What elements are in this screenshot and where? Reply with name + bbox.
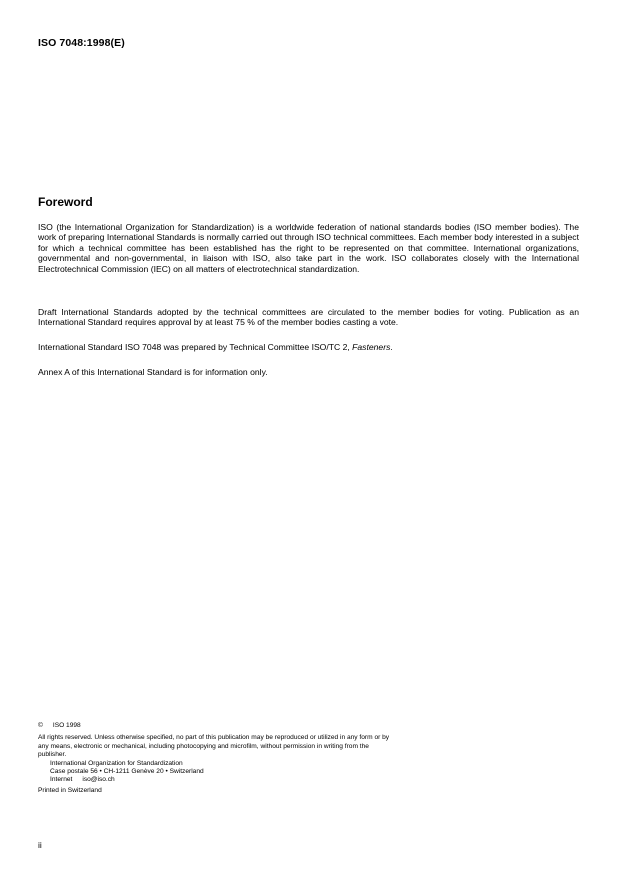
foreword-paragraph-1: ISO (the International Organization for Standardization) is a worldwide federation of national standards bodies (ISO member bodies). The work of preparing International Standards is normally carried out through ISO technical committees. Each member body interested in a subject for which a technical committee has been established has the right to be represented on that committee. International organizations, governmental and non-governmental, in liaison with ISO, also take part in the work. ISO collaborates closely with the International Electrotechnical Commission (IEC) on all matters of electrotechnical standardization. bbox=[38, 222, 579, 274]
page-number: ii bbox=[38, 840, 42, 850]
internet-label: Internet bbox=[50, 776, 73, 784]
org-name: International Organization for Standardization bbox=[50, 759, 183, 767]
org-internet bbox=[38, 776, 398, 784]
internet-address: iso@iso.ch bbox=[82, 776, 115, 784]
paragraph-3-prefix: International Standard ISO 7048 was prepared by Technical Committee ISO/TC 2, bbox=[38, 342, 353, 352]
copyright-icon: © bbox=[38, 722, 43, 729]
rights-statement: All rights reserved. Unless otherwise specified, no part of this publication may be reproduced or utilized in any form or by any means, electronic or mechanical, including photocopying and microfilm, without permission in writing from the publisher. bbox=[38, 734, 390, 759]
foreword-heading: Foreword bbox=[38, 195, 93, 209]
copyright-block bbox=[38, 722, 398, 795]
foreword-paragraph-4: Annex A of this International Standard is for information only. bbox=[38, 367, 268, 377]
copyright-year: ISO 1998 bbox=[52, 722, 81, 729]
document-id: ISO 7048:1998(E) bbox=[38, 37, 125, 49]
foreword-paragraph-2: Draft International Standards adopted by the technical committees are circulated to the member bodies for voting. Publication as an International Standard requires approval by at least 75 % of the member bodies casting a vote. bbox=[38, 307, 579, 328]
paragraph-3-suffix: . bbox=[390, 342, 393, 352]
org-address: Case postale 56 • CH-1211 Genève 20 • Switzerland bbox=[50, 768, 204, 776]
foreword-paragraph-3 bbox=[38, 342, 579, 352]
copyright-line bbox=[38, 722, 398, 730]
printed-in: Printed in Switzerland bbox=[38, 786, 102, 794]
committee-title: Fasteners bbox=[352, 342, 391, 352]
